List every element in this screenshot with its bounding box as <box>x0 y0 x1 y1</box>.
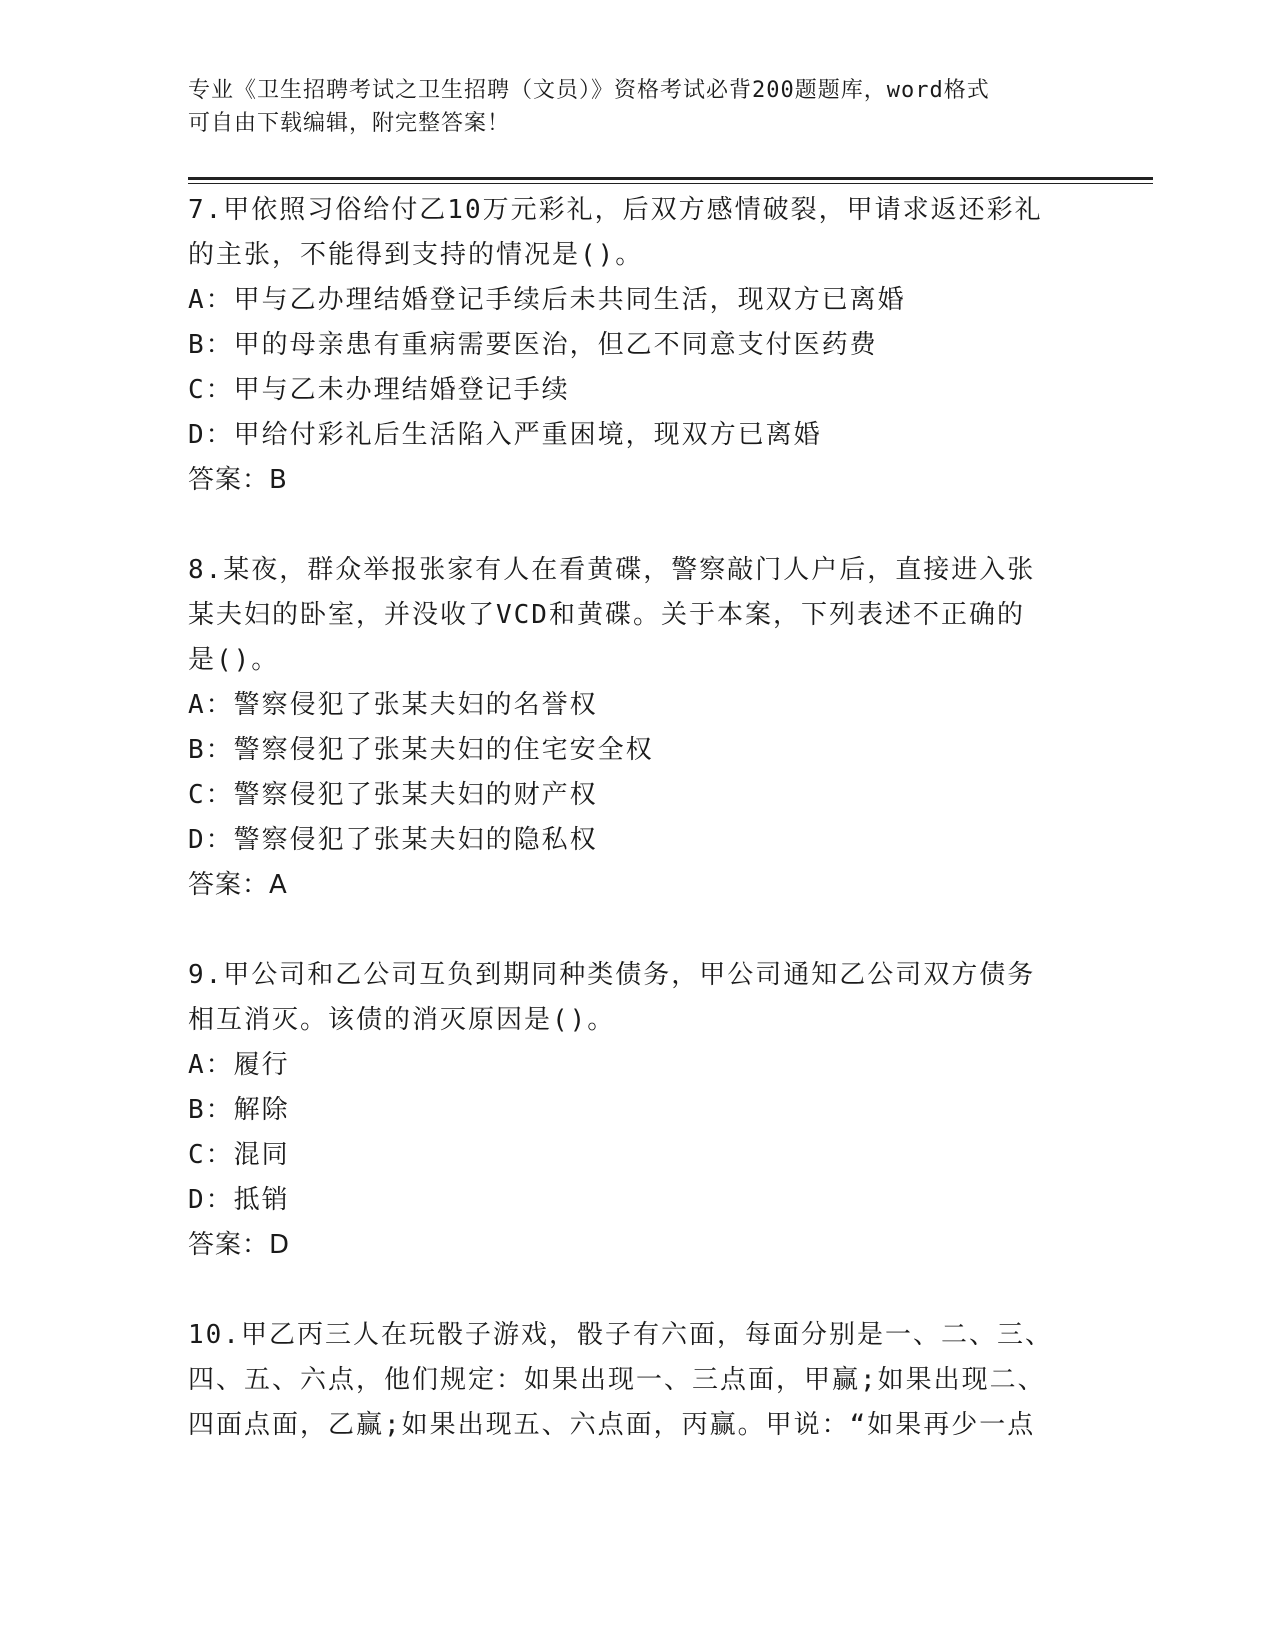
option-a: A：甲与乙办理结婚登记手续后未共同生活，现双方已离婚 <box>188 285 906 315</box>
question-10 <box>188 1313 1088 1448</box>
question-stem-line: 四、五、六点，他们规定：如果出现一、三点面，甲赢;如果出现二、 <box>188 1365 1046 1395</box>
option-c: C：混同 <box>188 1140 290 1170</box>
option-b: B：甲的母亲患有重病需要医治，但乙不同意支付医药费 <box>188 330 878 360</box>
option-b: B：解除 <box>188 1095 290 1125</box>
answer-line: 答案：D <box>188 1230 291 1260</box>
option-d: D：抵销 <box>188 1185 290 1215</box>
question-stem-line: 7.甲依照习俗给付乙10万元彩礼，后双方感情破裂，甲请求返还彩礼 <box>188 195 1043 225</box>
option-b: B：警察侵犯了张某夫妇的住宅安全权 <box>188 735 654 765</box>
question-stem-line: 是()。 <box>188 645 280 675</box>
question-list <box>188 188 1088 1493</box>
answer-line: 答案：B <box>188 465 288 495</box>
option-a: A：履行 <box>188 1050 290 1080</box>
header-divider-thick <box>188 177 1153 180</box>
option-c: C：甲与乙未办理结婚登记手续 <box>188 375 570 405</box>
question-stem-line: 10.甲乙丙三人在玩骰子游戏，骰子有六面，每面分别是一、二、三、 <box>188 1320 1053 1350</box>
option-a: A：警察侵犯了张某夫妇的名誉权 <box>188 690 598 720</box>
question-stem-line: 四面点面，乙赢;如果出现五、六点面，丙赢。甲说：“如果再少一点 <box>188 1410 1036 1440</box>
option-d: D：甲给付彩礼后生活陷入严重困境，现双方已离婚 <box>188 420 822 450</box>
option-c: C：警察侵犯了张某夫妇的财产权 <box>188 780 598 810</box>
question-stem-line: 9.甲公司和乙公司互负到期同种类债务，甲公司通知乙公司双方债务 <box>188 960 1036 990</box>
question-stem-line: 的主张，不能得到支持的情况是()。 <box>188 240 644 270</box>
question-stem-line: 相互消灭。该债的消灭原因是()。 <box>188 1005 616 1035</box>
question-8 <box>188 548 1088 908</box>
question-9 <box>188 953 1088 1268</box>
header-line: 可自由下载编辑，附完整答案！ <box>188 111 511 136</box>
answer-line: 答案：A <box>188 870 288 900</box>
question-stem-line: 8.某夜，群众举报张家有人在看黄碟，警察敲门人户后，直接进入张 <box>188 555 1036 585</box>
header-divider-thin <box>188 183 1153 184</box>
document-header <box>188 74 1088 140</box>
question-7 <box>188 188 1088 503</box>
question-stem-line: 某夫妇的卧室，并没收了VCD和黄碟。关于本案，下列表述不正确的 <box>188 600 1025 630</box>
header-line: 专业《卫生招聘考试之卫生招聘（文员）》资格考试必背200题题库，word格式 <box>188 78 990 103</box>
option-d: D：警察侵犯了张某夫妇的隐私权 <box>188 825 598 855</box>
